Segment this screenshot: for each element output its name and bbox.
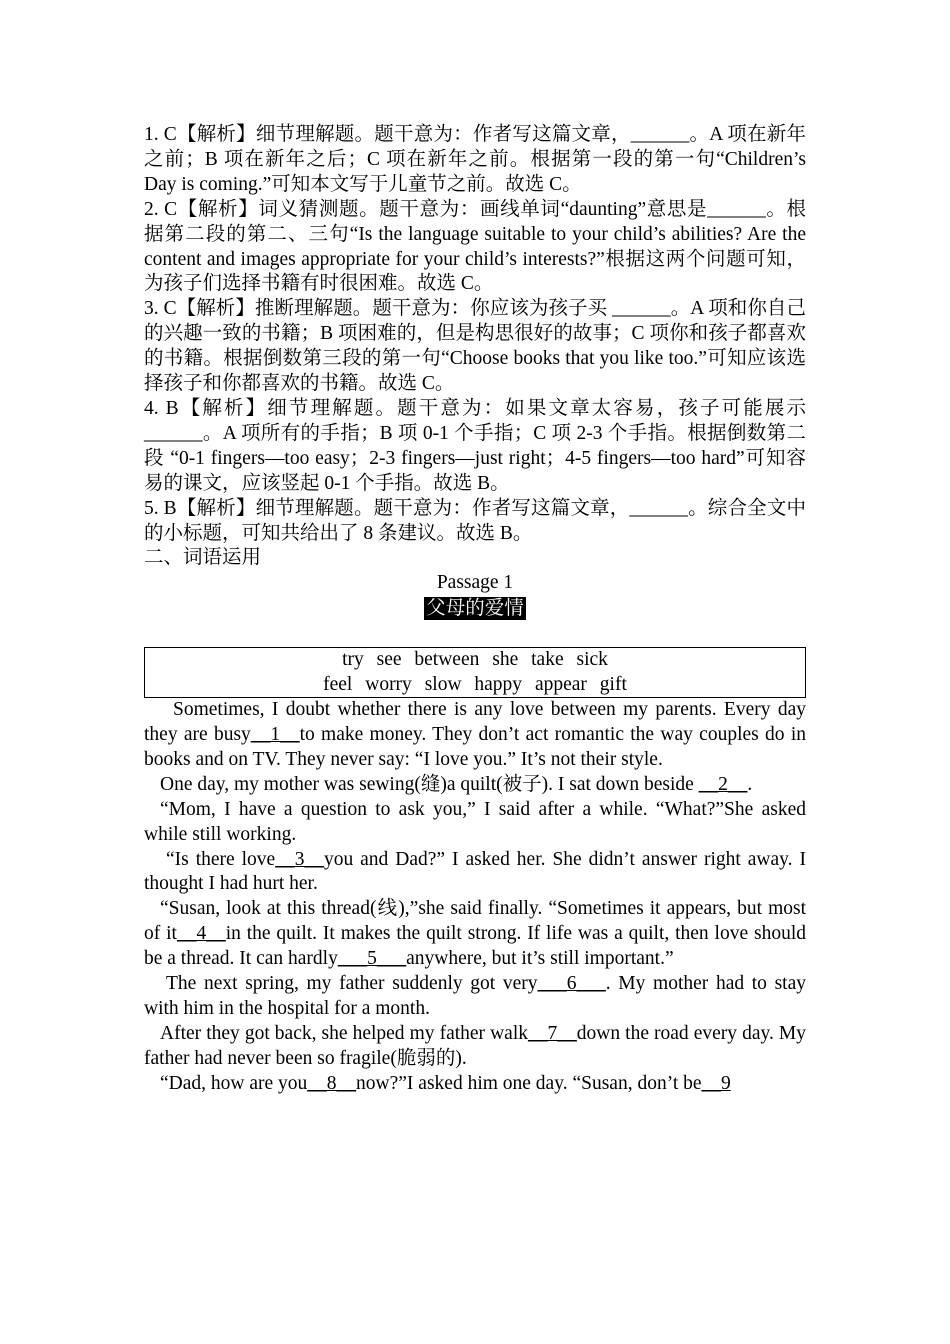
paragraph-text: The next spring, my father suddenly got very bbox=[166, 973, 538, 995]
blank-8: __8__ bbox=[307, 1072, 357, 1094]
blank-3: __3__ bbox=[275, 848, 324, 870]
paragraph-text: . bbox=[747, 773, 753, 795]
word-item: feel bbox=[323, 673, 353, 695]
blank-7: __7__ bbox=[528, 1022, 577, 1044]
word-item: sick bbox=[576, 649, 608, 671]
paragraph-text: “Dad, how are you bbox=[160, 1072, 308, 1094]
word-item: worry bbox=[365, 673, 412, 695]
passage-paragraph bbox=[144, 698, 806, 773]
paragraph-text: in the quilt. It makes the quilt strong. If life was a quilt, then love should be a thread. It can hardly bbox=[144, 923, 806, 970]
spacer bbox=[144, 622, 806, 647]
passage-paragraph bbox=[144, 848, 806, 898]
passage-paragraph bbox=[144, 972, 806, 1022]
passage-title-wrap bbox=[144, 596, 806, 622]
word-item: she bbox=[492, 649, 519, 671]
passage-title: 父母的爱情 bbox=[426, 598, 524, 620]
word-item: gift bbox=[599, 673, 627, 695]
passage-paragraph bbox=[144, 798, 806, 848]
paragraph-text: down the road every day. My father had never been so fragile(脆弱的). bbox=[144, 1022, 806, 1069]
word-item: appear bbox=[534, 673, 587, 695]
paragraph-text: “Is there love bbox=[166, 848, 276, 870]
word-box-row-1 bbox=[145, 648, 805, 673]
blank-5: ___5___ bbox=[337, 948, 407, 970]
word-item: try bbox=[342, 649, 364, 671]
passage-paragraph bbox=[144, 1022, 806, 1072]
paragraph-text: “Mom, I have a question to ask you,” I said after a while. “What?”She asked while still working. bbox=[144, 798, 806, 845]
answer-5: 5. B【解析】细节理解题。题干意为：作者写这篇文章，______。综合全文中的小标题，可知共给出了 8 条建议。故选 B。 bbox=[144, 497, 806, 544]
paragraph-text: you and Dad?” I asked her. She didn’t answer right away. I thought I had hurt her. bbox=[144, 848, 806, 895]
passage-paragraph bbox=[144, 773, 806, 798]
blank-1: __1__ bbox=[250, 724, 300, 746]
answer-1: 1. C【解析】细节理解题。题干意为：作者写这篇文章，______。A 项在新年之前；B 项在新年之后；C 项在新年之前。根据第一段的第一句“Children’s Day is coming.”可知本文写于儿童节之前。故选 C。 bbox=[144, 124, 806, 195]
section-heading: 二、词语运用 bbox=[144, 547, 262, 569]
paragraph-text: “Susan, look at this thread(线),”she said finally. “Sometimes it appears, but most of it bbox=[144, 898, 806, 945]
word-box-row-2 bbox=[145, 673, 805, 698]
blank-6: ___6___ bbox=[537, 973, 606, 995]
blank-2: __2__ bbox=[698, 773, 748, 795]
answer-3: 3. C【解析】推断理解题。题干意为：你应该为孩子买 ______。A 项和你自己的兴趣一致的书籍；B 项困难的，但是构思很好的故事；C 项你和孩子都喜欢的书籍。根据倒数第三段的第一句“Choose books that you like too.”可知应该选择孩子和你都喜欢的书籍。故选 C。 bbox=[144, 298, 806, 395]
passage-paragraph bbox=[144, 897, 806, 972]
paragraph-text: . My mother had to stay with him in the hospital for a month. bbox=[144, 973, 807, 1019]
paragraph-text: Sometimes, I doubt whether there is any love between my parents. Every day they are busy bbox=[144, 699, 806, 746]
word-item: happy bbox=[474, 673, 523, 695]
word-item: slow bbox=[424, 673, 462, 695]
word-box bbox=[144, 647, 806, 698]
word-item: between bbox=[414, 649, 480, 671]
answer-4: 4. B【解析】细节理解题。题干意为：如果文章太容易，孩子可能展示 ______。A 项所有的手指；B 项 0-1 个手指；C 项 2-3 个手指。根据倒数第二段 “0-1 fingers—too easy；2-3 fingers—just right；4-5 fingers—too hard”可知容易的课文，应该竖起 0-1 个手指。故选 B。 bbox=[144, 397, 806, 494]
paragraph-text: After they got back, she helped my father walk bbox=[160, 1022, 529, 1044]
blank-9: __9 bbox=[701, 1072, 731, 1094]
passage-label: Passage 1 bbox=[436, 572, 514, 594]
document-page bbox=[144, 123, 806, 1097]
word-item: take bbox=[531, 649, 564, 671]
paragraph-text: to make money. They don’t act romantic the way couples do in books and on TV. They never say: “I love you.” It’s not their style. bbox=[144, 724, 806, 770]
blank-4: __4__ bbox=[176, 923, 226, 945]
paragraph-text: anywhere, but it’s still important.” bbox=[406, 948, 674, 970]
paragraph-text: One day, my mother was sewing(缝)a quilt(被子). I sat down beside bbox=[160, 773, 699, 795]
paragraph-text: now?”I asked him one day. “Susan, don’t be bbox=[356, 1072, 702, 1094]
word-item: see bbox=[376, 649, 402, 671]
passage-paragraph bbox=[144, 1072, 806, 1097]
answer-2: 2. C【解析】词义猜测题。题干意为：画线单词“daunting”意思是______。根据第二段的第二、三句“Is the language suitable to your child’s abilities? Are the content and images appropriate for your child’s interests?”根据这两个问题可知，为孩子们选择书籍有时很困难。故选 C。 bbox=[144, 198, 806, 295]
